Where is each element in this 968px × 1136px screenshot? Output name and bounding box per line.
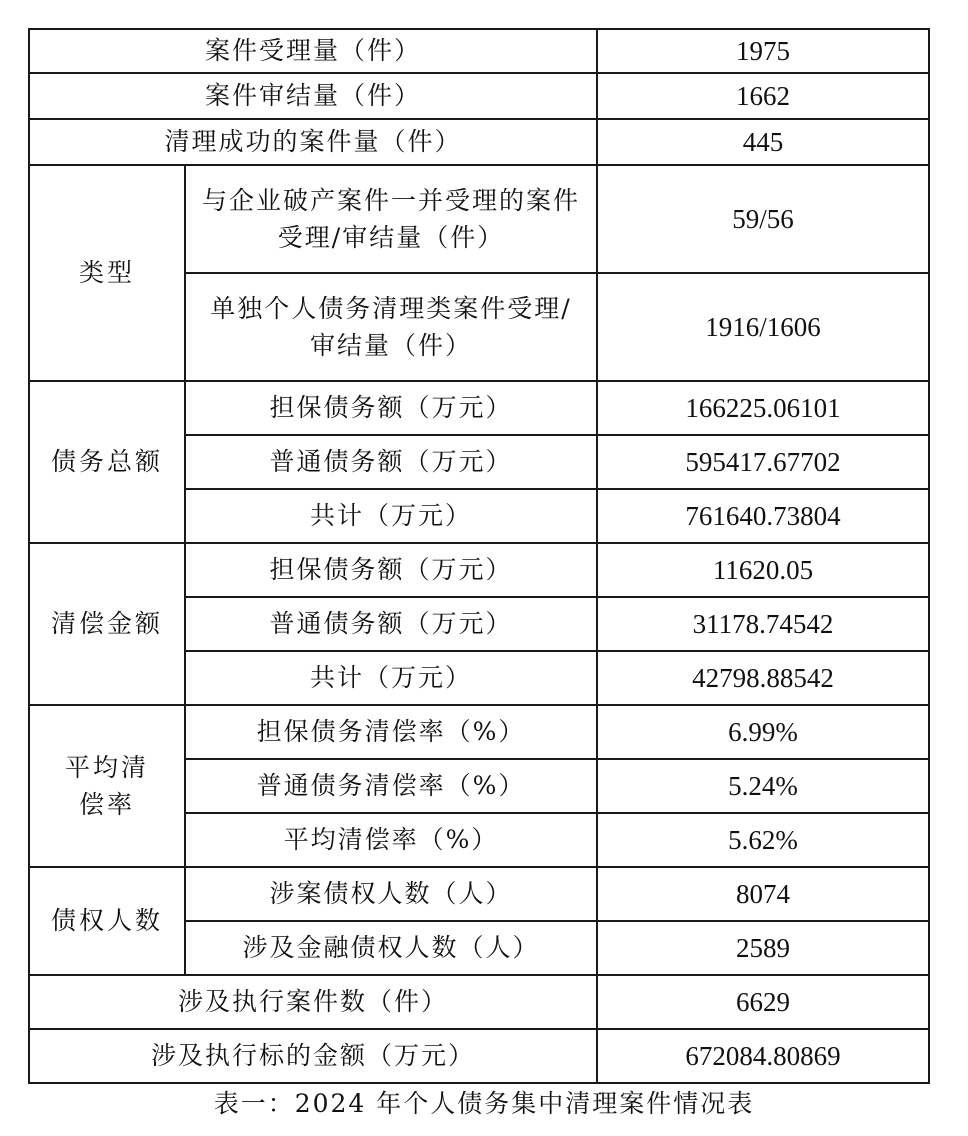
row-label: 担保债务额（万元）	[185, 543, 597, 597]
row-value: 31178.74542	[597, 597, 929, 651]
table-caption: 表一：2024 年个人债务集中清理案件情况表	[213, 1089, 755, 1118]
category-label: 类型	[29, 165, 185, 381]
category-label: 债务总额	[29, 381, 185, 543]
row-label-text: 与企业破产案件一并受理的案件受理/审结量（件）	[201, 185, 580, 252]
row-value: 761640.73804	[597, 489, 929, 543]
row-label	[185, 273, 597, 381]
table-row	[29, 975, 929, 1029]
row-label: 担保债务清偿率（%）	[185, 705, 597, 759]
row-label: 普通债务额（万元）	[185, 597, 597, 651]
row-value: 6.99%	[597, 705, 929, 759]
row-label: 案件审结量（件）	[29, 73, 597, 119]
category-label: 清偿金额	[29, 543, 185, 705]
row-label: 共计（万元）	[185, 489, 597, 543]
row-value: 1662	[597, 73, 929, 119]
row-value: 8074	[597, 867, 929, 921]
row-value: 42798.88542	[597, 651, 929, 705]
category-label-text: 平均清偿率	[64, 752, 149, 819]
row-value: 2589	[597, 921, 929, 975]
table-row	[29, 73, 929, 119]
category-label	[29, 705, 185, 867]
row-label: 共计（万元）	[185, 651, 597, 705]
row-label: 涉及执行标的金额（万元）	[29, 1029, 597, 1083]
row-label-text: 单独个人债务清理类案件受理/审结量（件）	[210, 293, 572, 360]
row-label: 涉及执行案件数（件）	[29, 975, 597, 1029]
table-row	[29, 1029, 929, 1083]
row-label: 担保债务额（万元）	[185, 381, 597, 435]
row-value: 5.24%	[597, 759, 929, 813]
row-value: 166225.06101	[597, 381, 929, 435]
row-label: 普通债务清偿率（%）	[185, 759, 597, 813]
table-row	[29, 867, 929, 921]
row-value: 11620.05	[597, 543, 929, 597]
table-row	[29, 381, 929, 435]
row-label	[185, 165, 597, 273]
row-value: 595417.67702	[597, 435, 929, 489]
row-value: 5.62%	[597, 813, 929, 867]
table-row	[29, 119, 929, 165]
row-label: 普通债务额（万元）	[185, 435, 597, 489]
row-label: 涉案债权人数（人）	[185, 867, 597, 921]
row-label: 清理成功的案件量（件）	[29, 119, 597, 165]
row-value: 672084.80869	[597, 1029, 929, 1083]
row-value: 6629	[597, 975, 929, 1029]
row-value: 1916/1606	[597, 273, 929, 381]
table-row	[29, 29, 929, 73]
table-row	[29, 705, 929, 759]
table-row	[29, 543, 929, 597]
row-label: 案件受理量（件）	[29, 29, 597, 73]
table-row	[29, 165, 929, 273]
row-value: 59/56	[597, 165, 929, 273]
row-value: 445	[597, 119, 929, 165]
row-value: 1975	[597, 29, 929, 73]
category-label: 债权人数	[29, 867, 185, 975]
row-label: 涉及金融债权人数（人）	[185, 921, 597, 975]
case-statistics-table	[28, 28, 930, 1084]
row-label: 平均清偿率（%）	[185, 813, 597, 867]
